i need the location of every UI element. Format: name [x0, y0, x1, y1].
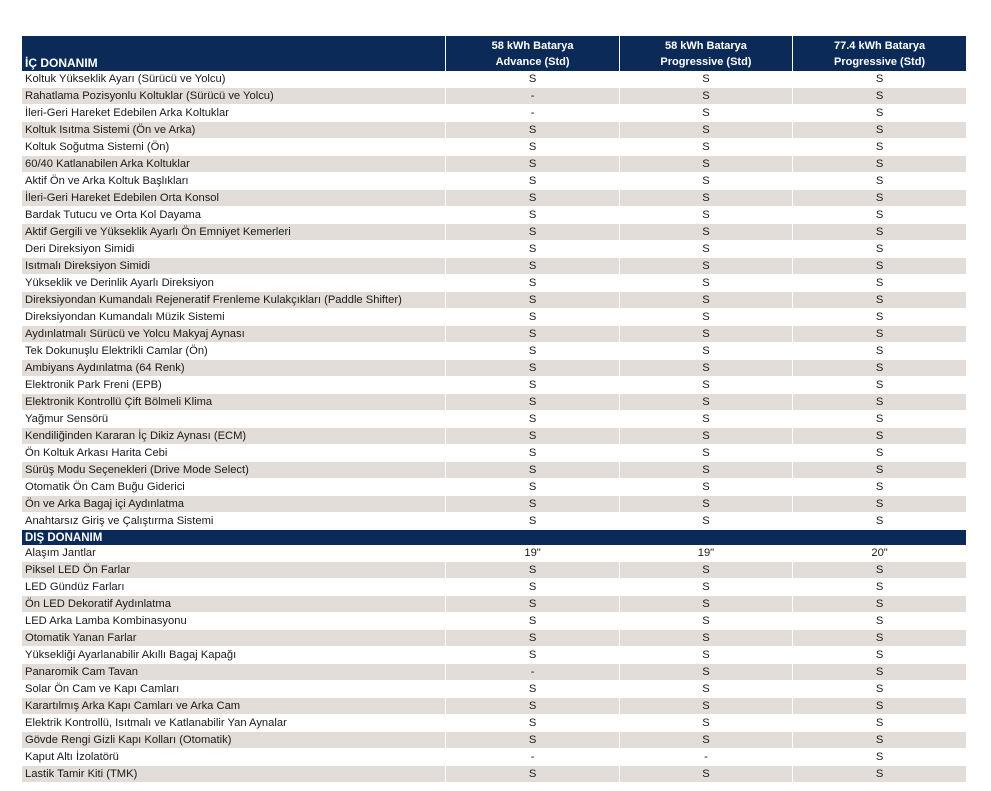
availability-cell: S — [446, 630, 619, 647]
feature-name: Koltuk Yükseklik Ayarı (Sürücü ve Yolcu) — [22, 71, 446, 88]
availability-cell: S — [446, 698, 619, 715]
table-row — [22, 292, 966, 309]
availability-cell: S — [619, 190, 792, 207]
availability-cell: S — [793, 139, 966, 156]
table-row — [22, 173, 966, 190]
availability-cell: S — [619, 156, 792, 173]
feature-name: Gövde Rengi Gizli Kapı Kolları (Otomatik) — [22, 732, 446, 749]
availability-cell: S — [446, 681, 619, 698]
availability-cell: S — [446, 241, 619, 258]
availability-cell: 20" — [793, 545, 966, 562]
availability-cell: S — [619, 630, 792, 647]
table-row — [22, 749, 966, 766]
feature-name: Kaput Altı İzolatörü — [22, 749, 446, 766]
availability-cell: S — [793, 513, 966, 530]
availability-cell: S — [619, 173, 792, 190]
table-row — [22, 241, 966, 258]
availability-cell: - — [619, 749, 792, 766]
feature-name: Karartılmış Arka Kapı Camları ve Arka Cam — [22, 698, 446, 715]
availability-cell: S — [793, 613, 966, 630]
variant-trim: Advance (Std) — [495, 55, 570, 68]
table-row — [22, 309, 966, 326]
feature-name: Lastik Tamir Kiti (TMK) — [22, 766, 446, 783]
variant-battery: 58 kWh Batarya — [664, 39, 747, 52]
feature-name: Direksiyondan Kumandalı Rejeneratif Frenleme Kulakçıkları (Paddle Shifter) — [22, 292, 446, 309]
availability-cell: S — [619, 698, 792, 715]
availability-cell: S — [619, 105, 792, 122]
availability-cell: S — [793, 698, 966, 715]
table-row — [22, 445, 966, 462]
variant-trim: Progressive (Std) — [834, 55, 926, 68]
availability-cell: S — [446, 579, 619, 596]
availability-cell: S — [793, 241, 966, 258]
table-row — [22, 462, 966, 479]
availability-cell: S — [619, 122, 792, 139]
table-row — [22, 545, 966, 562]
variant-header-1 — [446, 36, 619, 71]
feature-name: Elektronik Park Freni (EPB) — [22, 377, 446, 394]
spec-sheet — [22, 36, 966, 783]
availability-cell: S — [619, 88, 792, 105]
table-row — [22, 513, 966, 530]
availability-cell: S — [446, 596, 619, 613]
availability-cell: S — [619, 681, 792, 698]
table-row — [22, 394, 966, 411]
availability-cell: S — [619, 139, 792, 156]
availability-cell: S — [793, 664, 966, 681]
availability-cell: 19" — [619, 545, 792, 562]
availability-cell: - — [446, 105, 619, 122]
feature-name: Sürüş Modu Seçenekleri (Drive Mode Select) — [22, 462, 446, 479]
table-row — [22, 326, 966, 343]
table-row — [22, 613, 966, 630]
feature-name: 60/40 Katlanabilen Arka Koltuklar — [22, 156, 446, 173]
feature-name: Bardak Tutucu ve Orta Kol Dayama — [22, 207, 446, 224]
availability-cell: S — [793, 173, 966, 190]
availability-cell: S — [446, 715, 619, 732]
availability-cell: S — [446, 445, 619, 462]
availability-cell: S — [619, 275, 792, 292]
availability-cell: S — [793, 630, 966, 647]
table-row — [22, 88, 966, 105]
header-row — [22, 36, 966, 71]
availability-cell: S — [446, 377, 619, 394]
availability-cell: S — [446, 122, 619, 139]
feature-name: Anahtarsız Giriş ve Çalıştırma Sistemi — [22, 513, 446, 530]
availability-cell: S — [446, 360, 619, 377]
table-row — [22, 190, 966, 207]
table-row — [22, 377, 966, 394]
availability-cell: S — [793, 156, 966, 173]
table-row — [22, 360, 966, 377]
availability-cell: S — [446, 207, 619, 224]
availability-cell: S — [619, 207, 792, 224]
availability-cell: S — [619, 258, 792, 275]
availability-cell: S — [793, 105, 966, 122]
table-row — [22, 562, 966, 579]
section-header — [22, 530, 966, 546]
feature-name: Solar Ön Cam ve Kapı Camları — [22, 681, 446, 698]
table-row — [22, 71, 966, 88]
feature-name: Ön LED Dekoratif Aydınlatma — [22, 596, 446, 613]
availability-cell: S — [793, 428, 966, 445]
availability-cell: - — [446, 749, 619, 766]
availability-cell: S — [619, 579, 792, 596]
availability-cell: S — [793, 647, 966, 664]
feature-name: Rahatlama Pozisyonlu Koltuklar (Sürücü ve Yolcu) — [22, 88, 446, 105]
availability-cell: S — [793, 681, 966, 698]
feature-name: Isıtmalı Direksiyon Simidi — [22, 258, 446, 275]
availability-cell: S — [619, 428, 792, 445]
table-row — [22, 105, 966, 122]
feature-name: Yükseklik ve Derinlik Ayarlı Direksiyon — [22, 275, 446, 292]
availability-cell: S — [793, 292, 966, 309]
availability-cell: S — [619, 596, 792, 613]
availability-cell: S — [793, 496, 966, 513]
feature-name: Koltuk Soğutma Sistemi (Ön) — [22, 139, 446, 156]
availability-cell: S — [793, 596, 966, 613]
variant-trim: Progressive (Std) — [660, 55, 752, 68]
availability-cell: S — [619, 562, 792, 579]
table-row — [22, 715, 966, 732]
availability-cell: S — [619, 664, 792, 681]
availability-cell: S — [619, 462, 792, 479]
table-row — [22, 596, 966, 613]
availability-cell: S — [793, 190, 966, 207]
feature-name: İleri-Geri Hareket Edebilen Arka Koltuklar — [22, 105, 446, 122]
feature-name: Aktif Gergili ve Yükseklik Ayarlı Ön Emniyet Kemerleri — [22, 224, 446, 241]
table-row — [22, 496, 966, 513]
availability-cell: S — [793, 562, 966, 579]
table-row — [22, 411, 966, 428]
availability-cell: S — [793, 377, 966, 394]
availability-cell: S — [793, 394, 966, 411]
availability-cell: S — [446, 732, 619, 749]
availability-cell: S — [793, 766, 966, 783]
feature-name: Yağmur Sensörü — [22, 411, 446, 428]
feature-name: Yüksekliği Ayarlanabilir Akıllı Bagaj Kapağı — [22, 647, 446, 664]
feature-name: Otomatik Yanan Farlar — [22, 630, 446, 647]
availability-cell: S — [793, 579, 966, 596]
availability-cell: S — [619, 496, 792, 513]
feature-name: Tek Dokunuşlu Elektrikli Camlar (Ön) — [22, 343, 446, 360]
availability-cell: - — [446, 88, 619, 105]
table-row — [22, 681, 966, 698]
table-row — [22, 207, 966, 224]
availability-cell: S — [619, 613, 792, 630]
table-row — [22, 258, 966, 275]
feature-name: Aktif Ön ve Arka Koltuk Başlıkları — [22, 173, 446, 190]
availability-cell: S — [619, 394, 792, 411]
availability-cell: S — [619, 732, 792, 749]
feature-name: Panaromik Cam Tavan — [22, 664, 446, 681]
availability-cell: S — [446, 428, 619, 445]
feature-name: Ambiyans Aydınlatma (64 Renk) — [22, 360, 446, 377]
availability-cell: S — [619, 377, 792, 394]
availability-cell: S — [793, 343, 966, 360]
availability-cell: S — [793, 445, 966, 462]
availability-cell: S — [446, 139, 619, 156]
availability-cell: S — [446, 309, 619, 326]
availability-cell: S — [446, 292, 619, 309]
availability-cell: S — [619, 71, 792, 88]
table-row — [22, 343, 966, 360]
availability-cell: S — [619, 479, 792, 496]
availability-cell: S — [619, 360, 792, 377]
availability-cell: S — [619, 411, 792, 428]
availability-cell: S — [793, 462, 966, 479]
availability-cell: S — [793, 411, 966, 428]
availability-cell: S — [446, 462, 619, 479]
table-row — [22, 479, 966, 496]
table-row — [22, 664, 966, 681]
availability-cell: S — [619, 766, 792, 783]
availability-cell: S — [793, 88, 966, 105]
availability-cell: S — [446, 562, 619, 579]
equipment-table — [22, 36, 966, 783]
availability-cell: S — [446, 71, 619, 88]
availability-cell: S — [619, 326, 792, 343]
availability-cell: - — [446, 664, 619, 681]
table-row — [22, 275, 966, 292]
variant-header-2 — [619, 36, 792, 71]
availability-cell: S — [446, 766, 619, 783]
table-row — [22, 156, 966, 173]
feature-name: Koltuk Isıtma Sistemi (Ön ve Arka) — [22, 122, 446, 139]
feature-name: Aydınlatmalı Sürücü ve Yolcu Makyaj Aynası — [22, 326, 446, 343]
availability-cell: S — [793, 732, 966, 749]
table-row — [22, 122, 966, 139]
availability-cell: S — [446, 156, 619, 173]
feature-name: Kendiliğinden Kararan İç Dikiz Aynası (ECM) — [22, 428, 446, 445]
feature-name: Elektronik Kontrollü Çift Bölmeli Klima — [22, 394, 446, 411]
section-title-interior: İÇ DONANIM — [22, 36, 446, 71]
availability-cell: S — [446, 411, 619, 428]
table-row — [22, 139, 966, 156]
feature-name: Direksiyondan Kumandalı Müzik Sistemi — [22, 309, 446, 326]
availability-cell: S — [619, 309, 792, 326]
table-row — [22, 698, 966, 715]
table-body — [22, 71, 966, 783]
availability-cell: S — [619, 224, 792, 241]
availability-cell: S — [619, 445, 792, 462]
availability-cell: S — [793, 749, 966, 766]
availability-cell: S — [446, 496, 619, 513]
availability-cell: S — [446, 343, 619, 360]
variant-header-3 — [793, 36, 966, 71]
availability-cell: S — [793, 275, 966, 292]
availability-cell: S — [793, 479, 966, 496]
availability-cell: S — [793, 71, 966, 88]
feature-name: İleri-Geri Hareket Edebilen Orta Konsol — [22, 190, 446, 207]
feature-name: Alaşım Jantlar — [22, 545, 446, 562]
table-row — [22, 732, 966, 749]
availability-cell: S — [446, 326, 619, 343]
table-row — [22, 224, 966, 241]
availability-cell: S — [793, 207, 966, 224]
availability-cell: S — [619, 513, 792, 530]
availability-cell: S — [793, 715, 966, 732]
availability-cell: S — [446, 394, 619, 411]
availability-cell: S — [793, 326, 966, 343]
table-row — [22, 647, 966, 664]
section-title: DIŞ DONANIM — [22, 530, 966, 546]
availability-cell: S — [619, 647, 792, 664]
availability-cell: 19" — [446, 545, 619, 562]
availability-cell: S — [446, 190, 619, 207]
feature-name: Ön Koltuk Arkası Harita Cebi — [22, 445, 446, 462]
table-row — [22, 766, 966, 783]
feature-name: Piksel LED Ön Farlar — [22, 562, 446, 579]
availability-cell: S — [446, 258, 619, 275]
table-row — [22, 428, 966, 445]
table-row — [22, 579, 966, 596]
variant-battery: 77.4 kWh Batarya — [834, 39, 926, 52]
availability-cell: S — [446, 647, 619, 664]
availability-cell: S — [446, 275, 619, 292]
availability-cell: S — [446, 479, 619, 496]
availability-cell: S — [446, 173, 619, 190]
availability-cell: S — [446, 224, 619, 241]
variant-battery: 58 kWh Batarya — [491, 39, 574, 52]
table-row — [22, 630, 966, 647]
feature-name: Otomatik Ön Cam Buğu Giderici — [22, 479, 446, 496]
availability-cell: S — [446, 513, 619, 530]
availability-cell: S — [619, 343, 792, 360]
feature-name: LED Arka Lamba Kombinasyonu — [22, 613, 446, 630]
availability-cell: S — [793, 122, 966, 139]
availability-cell: S — [793, 258, 966, 275]
feature-name: Ön ve Arka Bagaj içi Aydınlatma — [22, 496, 446, 513]
availability-cell: S — [793, 224, 966, 241]
feature-name: Elektrik Kontrollü, Isıtmalı ve Katlanabilir Yan Aynalar — [22, 715, 446, 732]
availability-cell: S — [619, 715, 792, 732]
feature-name: Deri Direksiyon Simidi — [22, 241, 446, 258]
availability-cell: S — [619, 241, 792, 258]
feature-name: LED Gündüz Farları — [22, 579, 446, 596]
availability-cell: S — [793, 360, 966, 377]
availability-cell: S — [619, 292, 792, 309]
availability-cell: S — [793, 309, 966, 326]
availability-cell: S — [446, 613, 619, 630]
